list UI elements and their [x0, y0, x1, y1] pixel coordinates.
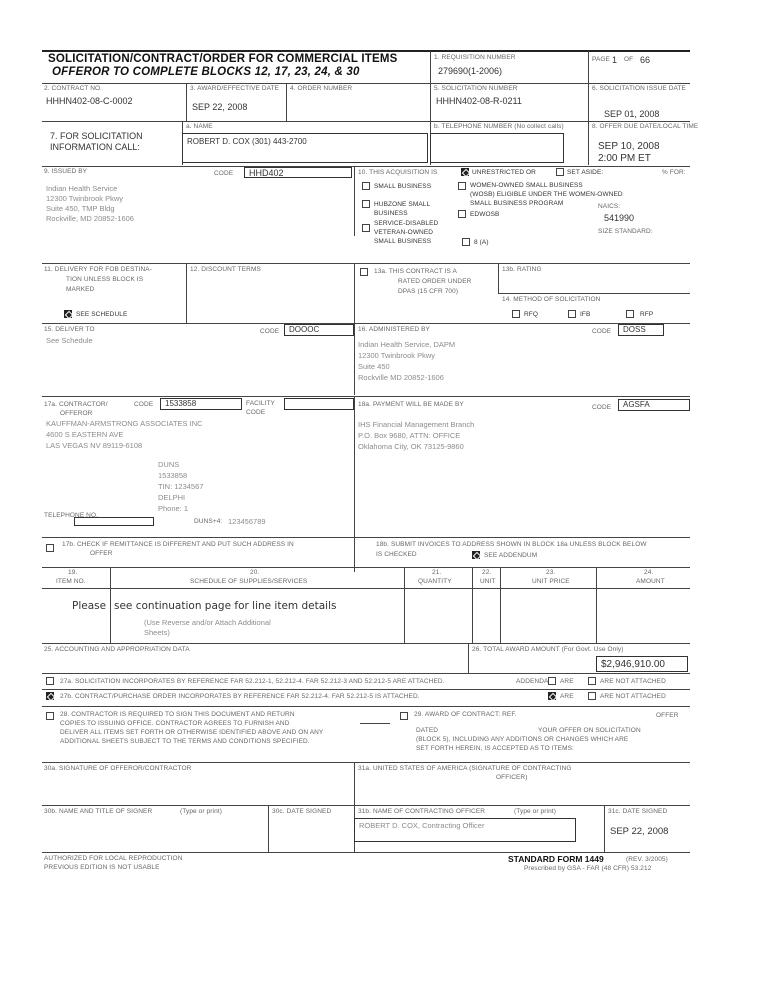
facility-code-label: CODE	[246, 409, 266, 416]
signer-type-print: (Type or print)	[180, 808, 222, 815]
block29-line-1: 29. AWARD OF CONTRACT: REF.	[414, 711, 517, 718]
solicitation-number-label: 5. SOLICITATION NUMBER	[434, 85, 518, 92]
offer-due-label: 8. OFFER DUE DATE/LOCAL TIME	[592, 123, 699, 130]
contractor-line: LAS VEGAS NV 89119-6108	[46, 441, 143, 450]
remittance-checkbox[interactable]	[46, 544, 54, 552]
wosb-label: WOMEN-OWNED SMALL BUSINESS	[470, 182, 583, 189]
issued-code-label: CODE	[214, 170, 234, 177]
issue-date-value: SEP 01, 2008	[604, 109, 660, 119]
order-number-label: 4. ORDER NUMBER	[290, 85, 353, 92]
edwosb-checkbox[interactable]	[458, 210, 466, 218]
issuer-line: Rockville, MD 20852-1606	[46, 214, 134, 223]
line-item-description: see continuation page for line item details	[114, 600, 337, 612]
issued-by-label: 9. ISSUED BY	[44, 168, 88, 175]
col-unit-num: 22.	[482, 569, 492, 576]
size-standard-label: SIZE STANDARD:	[598, 228, 653, 235]
submit-invoices-label-2: IS CHECKED	[376, 551, 417, 558]
line-item-note-1: (Use Reverse and/or Attach Additional	[144, 618, 271, 627]
offer-due-date: SEP 10, 2008	[598, 141, 660, 152]
signature-offeror-label: 30a. SIGNATURE OF OFFEROR/CONTRACTOR	[44, 765, 192, 772]
contractor-code-label: CODE	[134, 401, 154, 408]
naics-label: NAICS:	[598, 203, 621, 210]
rfp-checkbox[interactable]	[626, 310, 634, 318]
officer-date-value: SEP 22, 2008	[610, 826, 669, 837]
officer-name-label: 31b. NAME OF CONTRACTING OFFICER	[358, 808, 486, 815]
signature-officer-label: 31a. UNITED STATES OF AMERICA (SIGNATURE OF CONTRACTING	[358, 765, 572, 772]
submit-invoices-label: 18b. SUBMIT INVOICES TO ADDRESS SHOWN IN BLOCK 18a UNLESS BLOCK BELOW	[376, 541, 647, 548]
ifb-label: IFB	[580, 311, 591, 318]
contractor-code-value: 1533858	[165, 399, 197, 408]
col-schedule-label: SCHEDULE OF SUPPLIES/SERVICES	[190, 578, 308, 585]
duns-plus-label: DUNS+4:	[194, 518, 223, 525]
col-schedule-num: 20.	[250, 569, 260, 576]
sdvosb-checkbox[interactable]	[362, 224, 370, 232]
setaside-checkbox[interactable]	[556, 168, 564, 176]
solicitation-incorporates-label: 27a. SOLICITATION INCORPORATES BY REFERENCE FAR 52.212-1, 52.212-4. FAR 52.212-3 AND 52.212-5 ARE ATTACHED.	[60, 678, 445, 685]
admin-line: Indian Health Service, DAPM	[358, 340, 456, 349]
payment-code-box	[618, 399, 690, 411]
block29-line-2: OFFER	[656, 712, 679, 719]
rated-order-label-1: 13a. THIS CONTRACT IS A	[374, 268, 457, 275]
contractor-code-box	[160, 398, 242, 410]
issue-date-label: 6. SOLICITATION ISSUE DATE	[592, 85, 686, 92]
offeror-label: OFFEROR	[60, 410, 93, 417]
unrestricted-label: UNRESTRICTED OR	[472, 169, 536, 176]
wosb-checkbox[interactable]	[458, 182, 466, 190]
contract-no-label: 2. CONTRACT NO.	[44, 85, 103, 92]
block28-line-3: DELIVER ALL ITEMS SET FORTH OR OTHERWISE IDENTIFIED ABOVE AND ON ANY	[60, 729, 324, 736]
ifb-checkbox[interactable]	[568, 310, 576, 318]
award-checkbox[interactable]	[400, 712, 408, 720]
issuer-line: Indian Health Service	[46, 184, 118, 193]
delivery-fob-label-2: TION UNLESS BLOCK IS	[66, 276, 144, 283]
payment-code-value: AGSFA	[623, 400, 650, 409]
contract-are-not-label: ARE NOT ATTACHED	[600, 693, 666, 700]
form-title: SOLICITATION/CONTRACT/ORDER FOR COMMERCIAL ITEMS	[48, 53, 398, 65]
contractor-line: KAUFFMAN-ARMSTRONG ASSOCIATES INC	[46, 419, 203, 428]
deliver-code-label: CODE	[260, 328, 280, 335]
facility-label: FACILITY	[246, 400, 275, 407]
facility-code-box	[284, 398, 354, 410]
contract-are-label: ARE	[560, 693, 574, 700]
naics-value: 541990	[604, 213, 635, 223]
administered-by-label: 16. ADMINISTERED BY	[358, 326, 430, 333]
contract-are-checkbox[interactable]	[548, 692, 556, 700]
offer-due-time: 2:00 PM ET	[598, 153, 651, 164]
contractor-sign-checkbox[interactable]	[46, 712, 54, 720]
admin-code-box	[618, 324, 664, 336]
of-value: 66	[640, 55, 651, 65]
col-amount-label: AMOUNT	[636, 578, 665, 585]
rated-order-checkbox[interactable]	[360, 268, 368, 276]
issuer-line: 12300 Twinbrook Pkwy	[46, 194, 123, 203]
hubzone-checkbox[interactable]	[362, 200, 370, 208]
page-value: 1	[612, 55, 618, 65]
block29-line-6: SET FORTH HEREIN, IS ACCEPTED AS TO ITEMS:	[416, 745, 574, 752]
signer-name-label: 30b. NAME AND TITLE OF SIGNER	[44, 808, 153, 815]
telephone-label: b. TELEPHONE NUMBER (No collect calls)	[434, 123, 564, 130]
admin-line: Suite 450	[358, 362, 390, 371]
page-label: PAGE	[592, 56, 610, 63]
see-schedule-checkbox[interactable]	[64, 310, 72, 318]
rfp-label: RFP	[640, 311, 654, 318]
rating-label: 13b. RATING	[502, 266, 542, 273]
duns-plus-value: 123456789	[228, 517, 266, 526]
contractor-mid-line: 1533858	[158, 471, 188, 480]
payment-line: P.O. Box 9680, ATTN: OFFICE	[358, 431, 461, 440]
requisition-value: 279690(1-2006)	[438, 66, 503, 76]
acquisition-label: 10. THIS ACQUISITION IS	[358, 169, 438, 176]
name-label: a. NAME	[186, 123, 213, 130]
contractor-mid-line: Phone: 1	[158, 504, 189, 513]
hubzone-business-label: BUSINESS	[374, 210, 408, 217]
award-date-value: SEP 22, 2008	[192, 102, 248, 112]
addenda-are-label: ARE	[560, 678, 574, 685]
col-unit-label: UNIT	[480, 578, 496, 585]
block29-line-5: (BLOCK 5), INCLUDING ANY ADDITIONS OR CHANGES WHICH ARE	[416, 736, 629, 743]
payment-label: 18a. PAYMENT WILL BE MADE BY	[358, 401, 464, 408]
rated-order-label-2: RATED ORDER UNDER	[398, 278, 472, 285]
officer-name-box	[354, 818, 576, 842]
telephone-no-box	[74, 517, 154, 526]
name-value: ROBERT D. COX (301) 443-2700	[187, 137, 307, 146]
line-item-number: Please	[72, 600, 107, 612]
accounting-data-label: 25. ACCOUNTING AND APPROPRIATION DATA	[44, 646, 190, 653]
payment-code-label: CODE	[592, 404, 612, 411]
award-date-label: 3. AWARD/EFFECTIVE DATE	[190, 85, 280, 92]
footer-prescribed: Prescribed by GSA - FAR (48 CFR) 53.212	[524, 865, 652, 872]
contractor-mid-line: DELPHI	[158, 493, 186, 502]
info-call-label-2: INFORMATION CALL:	[50, 142, 140, 152]
col-quantity-label: QUANTITY	[418, 578, 452, 585]
officer-name-value: ROBERT D. COX, Contracting Officer	[359, 821, 485, 830]
eight-a-label: 8 (A)	[474, 239, 489, 246]
see-schedule-label: SEE SCHEDULE	[76, 311, 128, 318]
block29-line-4: YOUR OFFER ON SOLICITATION	[538, 727, 641, 734]
col-unit-price-label: UNIT PRICE	[532, 578, 570, 585]
block28-line-1: 28. CONTRACTOR IS REQUIRED TO SIGN THIS DOCUMENT AND RETURN	[60, 711, 295, 718]
total-award-label: 26. TOTAL AWARD AMOUNT (For Govt. Use Only)	[472, 646, 624, 653]
block29-line-3: DATED	[416, 727, 439, 734]
of-label: OF	[624, 56, 634, 63]
percent-for-label: % FOR:	[662, 169, 686, 176]
footer-left-2: PREVIOUS EDITION IS NOT USABLE	[44, 864, 160, 871]
col-item-no-num: 19.	[68, 569, 78, 576]
name-field	[182, 133, 428, 163]
delivery-fob-label: 11. DELIVERY FOR FOB DESTINA-	[44, 266, 153, 273]
line-item-note-2: Sheets)	[144, 628, 170, 637]
admin-code-value: DOSS	[623, 325, 646, 334]
small-business-label: SMALL BUSINESS	[374, 183, 432, 190]
sdvosb-label-1: SERVICE-DISABLED	[374, 220, 439, 227]
issued-code-value: HHD402	[249, 168, 284, 178]
footer-left-1: AUTHORIZED FOR LOCAL REPRODUCTION	[44, 855, 183, 862]
total-award-value: $2,946,910.00	[601, 659, 665, 670]
small-business-program-label: SMALL BUSINESS PROGRAM	[470, 200, 564, 207]
admin-line: Rockville MD 20852-1606	[358, 373, 444, 382]
payment-line: Oklahoma City, OK 73125-9860	[358, 442, 464, 451]
footer-form-rev: (REV. 3/2005)	[626, 856, 668, 863]
admin-line: 12300 Twinbrook Pkwy	[358, 351, 435, 360]
addenda-are-not-label: ARE NOT ATTACHED	[600, 678, 666, 685]
deliver-to-label: 15. DELIVER TO	[44, 326, 95, 333]
signature-officer-label-2: OFFICER)	[496, 774, 528, 781]
telephone-field	[430, 133, 564, 163]
contractor-mid-line: DUNS	[158, 460, 180, 469]
col-unit-price-num: 23.	[546, 569, 556, 576]
rated-order-label-3: DPAS (15 CFR 700)	[398, 288, 459, 295]
hubzone-label: HUBZONE SMALL	[374, 201, 431, 208]
addenda-are-not-checkbox[interactable]	[588, 677, 596, 685]
col-quantity-num: 21.	[432, 569, 442, 576]
eight-a-checkbox[interactable]	[462, 238, 470, 246]
see-addendum-checkbox[interactable]	[472, 551, 480, 559]
see-addendum-label: SEE ADDENDUM	[484, 552, 538, 559]
deliver-code-box	[284, 324, 354, 336]
form-subtitle: OFFEROR TO COMPLETE BLOCKS 12, 17, 23, 24, & 30	[52, 66, 360, 78]
officer-type-print: (Type or print)	[514, 808, 556, 815]
addenda-are-checkbox[interactable]	[548, 677, 556, 685]
info-call-label-1: 7. FOR SOLICITATION	[50, 131, 143, 141]
solicitation-number-value: HHHN402-08-R-0211	[436, 96, 522, 106]
contract-incorporates-checkbox[interactable]	[46, 692, 54, 700]
contract-no-value: HHHN402-08-C-0002	[46, 96, 133, 106]
discount-terms-label: 12. DISCOUNT TERMS	[190, 266, 261, 273]
rfq-checkbox[interactable]	[512, 310, 520, 318]
contractor-line: 4600 S EASTERN AVE	[46, 430, 124, 439]
edwosb-label: EDWOSB	[470, 211, 500, 218]
addenda-label: ADDENDA	[516, 678, 549, 685]
col-item-no-label: ITEM NO.	[56, 578, 86, 585]
method-label: 14. METHOD OF SOLICITATION	[502, 296, 601, 303]
solicitation-incorporates-checkbox[interactable]	[46, 677, 54, 685]
col-amount-num: 24.	[644, 569, 654, 576]
rfq-label: RFQ	[524, 311, 539, 318]
unrestricted-checkbox[interactable]	[461, 168, 469, 176]
wosb-eligible-label: (WOSB) ELIGIBLE UNDER THE WOMEN-OWNED	[470, 191, 623, 198]
telephone-no-label: TELEPHONE NO.	[44, 512, 99, 519]
signer-date-label: 30c. DATE SIGNED	[272, 808, 332, 815]
footer-form-id: STANDARD FORM 1449	[508, 854, 604, 864]
officer-date-label: 31c. DATE SIGNED	[608, 808, 668, 815]
delivery-fob-label-3: MARKED	[66, 286, 95, 293]
sdvosb-label-3: SMALL BUSINESS	[374, 238, 432, 245]
remittance-label: 17b. CHECK IF REMITTANCE IS DIFFERENT AND PUT SUCH ADDRESS IN	[62, 541, 294, 548]
contractor-label: 17a. CONTRACTOR/	[44, 401, 108, 408]
issued-code-box	[244, 167, 352, 178]
contract-incorporates-label: 27b. CONTRACT/PURCHASE ORDER INCORPORATES BY REFERENCE FAR 52.212-4. FAR 52.212-5 IS ATTACHED.	[60, 693, 420, 700]
contractor-mid-line: TIN: 1234567	[158, 482, 204, 491]
setaside-label: SET ASIDE:	[567, 169, 604, 176]
requisition-label: 1. REQUISITION NUMBER	[434, 54, 516, 61]
sdvosb-label-2: VETERAN-OWNED	[374, 229, 434, 236]
payment-line: IHS Financial Management Branch	[358, 420, 475, 429]
small-business-checkbox[interactable]	[362, 182, 370, 190]
admin-code-label: CODE	[592, 328, 612, 335]
contract-are-not-checkbox[interactable]	[588, 692, 596, 700]
deliver-to-value: See Schedule	[46, 336, 93, 345]
block28-line-4: ADDITIONAL SHEETS SUBJECT TO THE TERMS AND CONDITIONS SPECIFIED.	[60, 738, 310, 745]
block28-line-2: COPIES TO ISSUING OFFICE. CONTRACTOR AGREES TO FURNISH AND	[60, 720, 290, 727]
deliver-code-value: DOOOC	[289, 325, 320, 334]
issuer-line: Suite 450, TMP Bldg	[46, 204, 115, 213]
total-award-box	[596, 656, 688, 672]
remittance-offer-label: OFFER	[90, 550, 113, 557]
